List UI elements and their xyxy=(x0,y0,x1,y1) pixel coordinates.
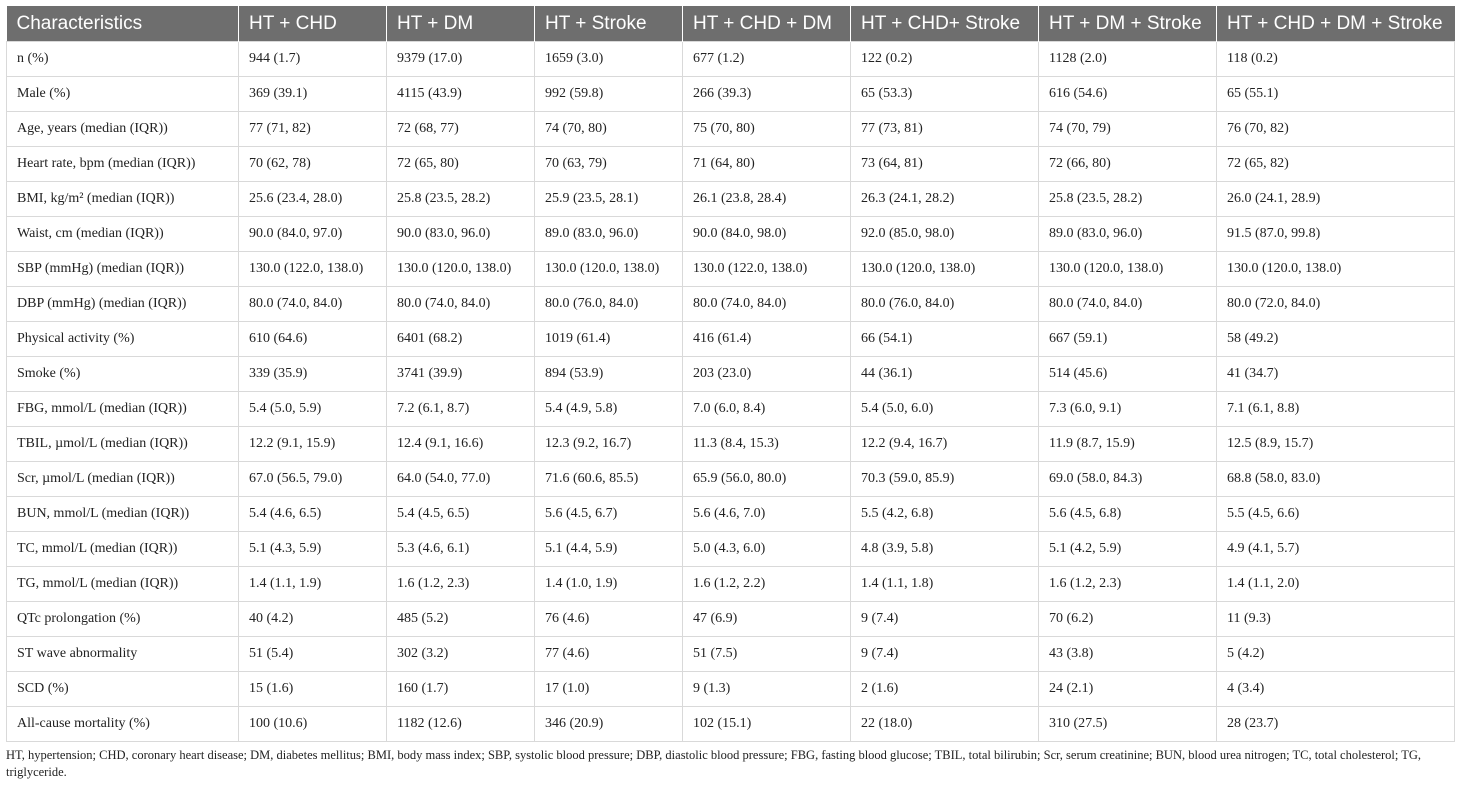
table-cell: 118 (0.2) xyxy=(1217,42,1455,77)
table-cell: 11.3 (8.4, 15.3) xyxy=(683,427,851,462)
table-cell: 5.4 (4.6, 6.5) xyxy=(239,497,387,532)
table-cell: 100 (10.6) xyxy=(239,707,387,742)
table-cell: 80.0 (74.0, 84.0) xyxy=(1039,287,1217,322)
table-cell: 266 (39.3) xyxy=(683,77,851,112)
row-label: Smoke (%) xyxy=(7,357,239,392)
table-cell: 77 (73, 81) xyxy=(851,112,1039,147)
row-label: Age, years (median (IQR)) xyxy=(7,112,239,147)
table-cell: 77 (71, 82) xyxy=(239,112,387,147)
table-cell: 25.9 (23.5, 28.1) xyxy=(535,182,683,217)
table-cell: 28 (23.7) xyxy=(1217,707,1455,742)
table-cell: 11.9 (8.7, 15.9) xyxy=(1039,427,1217,462)
table-cell: 76 (4.6) xyxy=(535,602,683,637)
table-cell: 69.0 (58.0, 84.3) xyxy=(1039,462,1217,497)
table-cell: 65.9 (56.0, 80.0) xyxy=(683,462,851,497)
table-cell: 4.8 (3.9, 5.8) xyxy=(851,532,1039,567)
table-cell: 4.9 (4.1, 5.7) xyxy=(1217,532,1455,567)
table-row xyxy=(7,567,1455,602)
table-cell: 70 (63, 79) xyxy=(535,147,683,182)
table-cell: 1.4 (1.1, 2.0) xyxy=(1217,567,1455,602)
table-cell: 80.0 (74.0, 84.0) xyxy=(239,287,387,322)
table-cell: 5.6 (4.6, 7.0) xyxy=(683,497,851,532)
column-header: HT + CHD + DM + Stroke xyxy=(1217,6,1455,42)
row-label: ST wave abnormality xyxy=(7,637,239,672)
table-cell: 610 (64.6) xyxy=(239,322,387,357)
table-cell: 6401 (68.2) xyxy=(387,322,535,357)
row-label: Physical activity (%) xyxy=(7,322,239,357)
row-label: BUN, mmol/L (median (IQR)) xyxy=(7,497,239,532)
table-cell: 130.0 (122.0, 138.0) xyxy=(239,252,387,287)
table-cell: 616 (54.6) xyxy=(1039,77,1217,112)
table-cell: 5.1 (4.4, 5.9) xyxy=(535,532,683,567)
row-label: DBP (mmHg) (median (IQR)) xyxy=(7,287,239,322)
row-label: FBG, mmol/L (median (IQR)) xyxy=(7,392,239,427)
table-row xyxy=(7,357,1455,392)
table-row xyxy=(7,672,1455,707)
table-cell: 677 (1.2) xyxy=(683,42,851,77)
table-cell: 90.0 (83.0, 96.0) xyxy=(387,217,535,252)
table-cell: 12.5 (8.9, 15.7) xyxy=(1217,427,1455,462)
header-row xyxy=(7,6,1455,42)
table-cell: 9379 (17.0) xyxy=(387,42,535,77)
table-cell: 130.0 (122.0, 138.0) xyxy=(683,252,851,287)
characteristics-table xyxy=(6,6,1455,742)
table-cell: 1.6 (1.2, 2.3) xyxy=(1039,567,1217,602)
column-header: HT + CHD+ Stroke xyxy=(851,6,1039,42)
table-cell: 5.4 (4.9, 5.8) xyxy=(535,392,683,427)
table-cell: 64.0 (54.0, 77.0) xyxy=(387,462,535,497)
table-cell: 80.0 (76.0, 84.0) xyxy=(535,287,683,322)
table-cell: 89.0 (83.0, 96.0) xyxy=(535,217,683,252)
table-cell: 130.0 (120.0, 138.0) xyxy=(851,252,1039,287)
table-cell: 73 (64, 81) xyxy=(851,147,1039,182)
table-cell: 1019 (61.4) xyxy=(535,322,683,357)
table-cell: 58 (49.2) xyxy=(1217,322,1455,357)
table-cell: 70 (6.2) xyxy=(1039,602,1217,637)
table-cell: 5.6 (4.5, 6.7) xyxy=(535,497,683,532)
table-cell: 5.0 (4.3, 6.0) xyxy=(683,532,851,567)
table-cell: 47 (6.9) xyxy=(683,602,851,637)
column-header: Characteristics xyxy=(7,6,239,42)
table-cell: 91.5 (87.0, 99.8) xyxy=(1217,217,1455,252)
table-row xyxy=(7,427,1455,462)
table-cell: 12.2 (9.1, 15.9) xyxy=(239,427,387,462)
table-cell: 130.0 (120.0, 138.0) xyxy=(1039,252,1217,287)
table-cell: 44 (36.1) xyxy=(851,357,1039,392)
table-cell: 5.1 (4.3, 5.9) xyxy=(239,532,387,567)
table-cell: 65 (53.3) xyxy=(851,77,1039,112)
table-row xyxy=(7,147,1455,182)
row-label: TG, mmol/L (median (IQR)) xyxy=(7,567,239,602)
table-cell: 25.8 (23.5, 28.2) xyxy=(387,182,535,217)
table-cell: 5.5 (4.5, 6.6) xyxy=(1217,497,1455,532)
table-cell: 2 (1.6) xyxy=(851,672,1039,707)
table-cell: 1.6 (1.2, 2.2) xyxy=(683,567,851,602)
row-label: Heart rate, bpm (median (IQR)) xyxy=(7,147,239,182)
table-header xyxy=(7,6,1455,42)
table-cell: 3741 (39.9) xyxy=(387,357,535,392)
table-cell: 67.0 (56.5, 79.0) xyxy=(239,462,387,497)
table-row xyxy=(7,322,1455,357)
table-cell: 77 (4.6) xyxy=(535,637,683,672)
table-cell: 68.8 (58.0, 83.0) xyxy=(1217,462,1455,497)
table-cell: 80.0 (72.0, 84.0) xyxy=(1217,287,1455,322)
table-cell: 11 (9.3) xyxy=(1217,602,1455,637)
table-row xyxy=(7,112,1455,147)
table-cell: 80.0 (74.0, 84.0) xyxy=(387,287,535,322)
table-cell: 51 (7.5) xyxy=(683,637,851,672)
table-cell: 12.4 (9.1, 16.6) xyxy=(387,427,535,462)
row-label: TBIL, µmol/L (median (IQR)) xyxy=(7,427,239,462)
table-cell: 17 (1.0) xyxy=(535,672,683,707)
table-cell: 12.3 (9.2, 16.7) xyxy=(535,427,683,462)
table-row xyxy=(7,497,1455,532)
table-cell: 43 (3.8) xyxy=(1039,637,1217,672)
table-cell: 41 (34.7) xyxy=(1217,357,1455,392)
column-header: HT + DM xyxy=(387,6,535,42)
table-cell: 1.6 (1.2, 2.3) xyxy=(387,567,535,602)
table-cell: 310 (27.5) xyxy=(1039,707,1217,742)
table-cell: 160 (1.7) xyxy=(387,672,535,707)
table-cell: 7.3 (6.0, 9.1) xyxy=(1039,392,1217,427)
table-cell: 416 (61.4) xyxy=(683,322,851,357)
table-cell: 7.0 (6.0, 8.4) xyxy=(683,392,851,427)
table-cell: 26.0 (24.1, 28.9) xyxy=(1217,182,1455,217)
table-cell: 12.2 (9.4, 16.7) xyxy=(851,427,1039,462)
table-cell: 80.0 (74.0, 84.0) xyxy=(683,287,851,322)
table-row xyxy=(7,42,1455,77)
column-header: HT + Stroke xyxy=(535,6,683,42)
table-cell: 15 (1.6) xyxy=(239,672,387,707)
table-cell: 26.3 (24.1, 28.2) xyxy=(851,182,1039,217)
table-cell: 5.1 (4.2, 5.9) xyxy=(1039,532,1217,567)
table-cell: 7.2 (6.1, 8.7) xyxy=(387,392,535,427)
table-cell: 894 (53.9) xyxy=(535,357,683,392)
table-body xyxy=(7,42,1455,742)
table-cell: 369 (39.1) xyxy=(239,77,387,112)
table-cell: 4115 (43.9) xyxy=(387,77,535,112)
table-cell: 203 (23.0) xyxy=(683,357,851,392)
row-label: Scr, µmol/L (median (IQR)) xyxy=(7,462,239,497)
table-cell: 130.0 (120.0, 138.0) xyxy=(535,252,683,287)
table-cell: 66 (54.1) xyxy=(851,322,1039,357)
table-cell: 1.4 (1.0, 1.9) xyxy=(535,567,683,602)
table-row xyxy=(7,287,1455,322)
table-row xyxy=(7,462,1455,497)
table-cell: 40 (4.2) xyxy=(239,602,387,637)
row-label: n (%) xyxy=(7,42,239,77)
table-row xyxy=(7,532,1455,567)
table-cell: 9 (7.4) xyxy=(851,637,1039,672)
table-row xyxy=(7,252,1455,287)
table-cell: 9 (7.4) xyxy=(851,602,1039,637)
table-cell: 339 (35.9) xyxy=(239,357,387,392)
table-row xyxy=(7,637,1455,672)
table-cell: 51 (5.4) xyxy=(239,637,387,672)
row-label: SCD (%) xyxy=(7,672,239,707)
table-row xyxy=(7,182,1455,217)
table-cell: 74 (70, 80) xyxy=(535,112,683,147)
table-cell: 5 (4.2) xyxy=(1217,637,1455,672)
row-label: Waist, cm (median (IQR)) xyxy=(7,217,239,252)
table-cell: 76 (70, 82) xyxy=(1217,112,1455,147)
table-cell: 70.3 (59.0, 85.9) xyxy=(851,462,1039,497)
table-cell: 5.5 (4.2, 6.8) xyxy=(851,497,1039,532)
table-cell: 346 (20.9) xyxy=(535,707,683,742)
table-cell: 514 (45.6) xyxy=(1039,357,1217,392)
table-cell: 92.0 (85.0, 98.0) xyxy=(851,217,1039,252)
row-label: TC, mmol/L (median (IQR)) xyxy=(7,532,239,567)
table-cell: 7.1 (6.1, 8.8) xyxy=(1217,392,1455,427)
table-row xyxy=(7,707,1455,742)
table-footnote: HT, hypertension; CHD, coronary heart disease; DM, diabetes mellitus; BMI, body mass index; SBP, systolic blood pressure; DBP, diastolic blood pressure; FBG, fasting blood glucose; TBIL, total bilirubin; Scr, serum creatinine; BUN, blood urea nitrogen; TC, total cholesterol; TG, triglyceride. xyxy=(6,748,1422,779)
table-cell: 65 (55.1) xyxy=(1217,77,1455,112)
row-label: All-cause mortality (%) xyxy=(7,707,239,742)
table-cell: 71.6 (60.6, 85.5) xyxy=(535,462,683,497)
table-cell: 80.0 (76.0, 84.0) xyxy=(851,287,1039,322)
table-cell: 102 (15.1) xyxy=(683,707,851,742)
table-cell: 130.0 (120.0, 138.0) xyxy=(1217,252,1455,287)
table-cell: 5.6 (4.5, 6.8) xyxy=(1039,497,1217,532)
table-cell: 72 (68, 77) xyxy=(387,112,535,147)
table-cell: 1.4 (1.1, 1.8) xyxy=(851,567,1039,602)
table-cell: 74 (70, 79) xyxy=(1039,112,1217,147)
table-cell: 75 (70, 80) xyxy=(683,112,851,147)
table-cell: 122 (0.2) xyxy=(851,42,1039,77)
table-cell: 24 (2.1) xyxy=(1039,672,1217,707)
table-cell: 25.8 (23.5, 28.2) xyxy=(1039,182,1217,217)
table-cell: 1659 (3.0) xyxy=(535,42,683,77)
table-cell: 71 (64, 80) xyxy=(683,147,851,182)
row-label: BMI, kg/m² (median (IQR)) xyxy=(7,182,239,217)
table-cell: 485 (5.2) xyxy=(387,602,535,637)
table-cell: 25.6 (23.4, 28.0) xyxy=(239,182,387,217)
table-row xyxy=(7,602,1455,637)
table-cell: 1182 (12.6) xyxy=(387,707,535,742)
table-cell: 944 (1.7) xyxy=(239,42,387,77)
table-row xyxy=(7,77,1455,112)
table-cell: 22 (18.0) xyxy=(851,707,1039,742)
table-cell: 9 (1.3) xyxy=(683,672,851,707)
column-header: HT + DM + Stroke xyxy=(1039,6,1217,42)
table-cell: 89.0 (83.0, 96.0) xyxy=(1039,217,1217,252)
table-cell: 5.4 (5.0, 6.0) xyxy=(851,392,1039,427)
table-cell: 5.3 (4.6, 6.1) xyxy=(387,532,535,567)
table-cell: 4 (3.4) xyxy=(1217,672,1455,707)
row-label: SBP (mmHg) (median (IQR)) xyxy=(7,252,239,287)
table-cell: 667 (59.1) xyxy=(1039,322,1217,357)
table-cell: 130.0 (120.0, 138.0) xyxy=(387,252,535,287)
row-label: QTc prolongation (%) xyxy=(7,602,239,637)
table-cell: 992 (59.8) xyxy=(535,77,683,112)
table-row xyxy=(7,217,1455,252)
table-cell: 1.4 (1.1, 1.9) xyxy=(239,567,387,602)
table-cell: 26.1 (23.8, 28.4) xyxy=(683,182,851,217)
table-cell: 5.4 (4.5, 6.5) xyxy=(387,497,535,532)
table-cell: 5.4 (5.0, 5.9) xyxy=(239,392,387,427)
column-header: HT + CHD xyxy=(239,6,387,42)
table-cell: 302 (3.2) xyxy=(387,637,535,672)
table-cell: 1128 (2.0) xyxy=(1039,42,1217,77)
column-header: HT + CHD + DM xyxy=(683,6,851,42)
table-cell: 72 (65, 82) xyxy=(1217,147,1455,182)
table-cell: 90.0 (84.0, 97.0) xyxy=(239,217,387,252)
table-cell: 90.0 (84.0, 98.0) xyxy=(683,217,851,252)
table-cell: 72 (65, 80) xyxy=(387,147,535,182)
row-label: Male (%) xyxy=(7,77,239,112)
table-cell: 70 (62, 78) xyxy=(239,147,387,182)
table-row xyxy=(7,392,1455,427)
table-cell: 72 (66, 80) xyxy=(1039,147,1217,182)
